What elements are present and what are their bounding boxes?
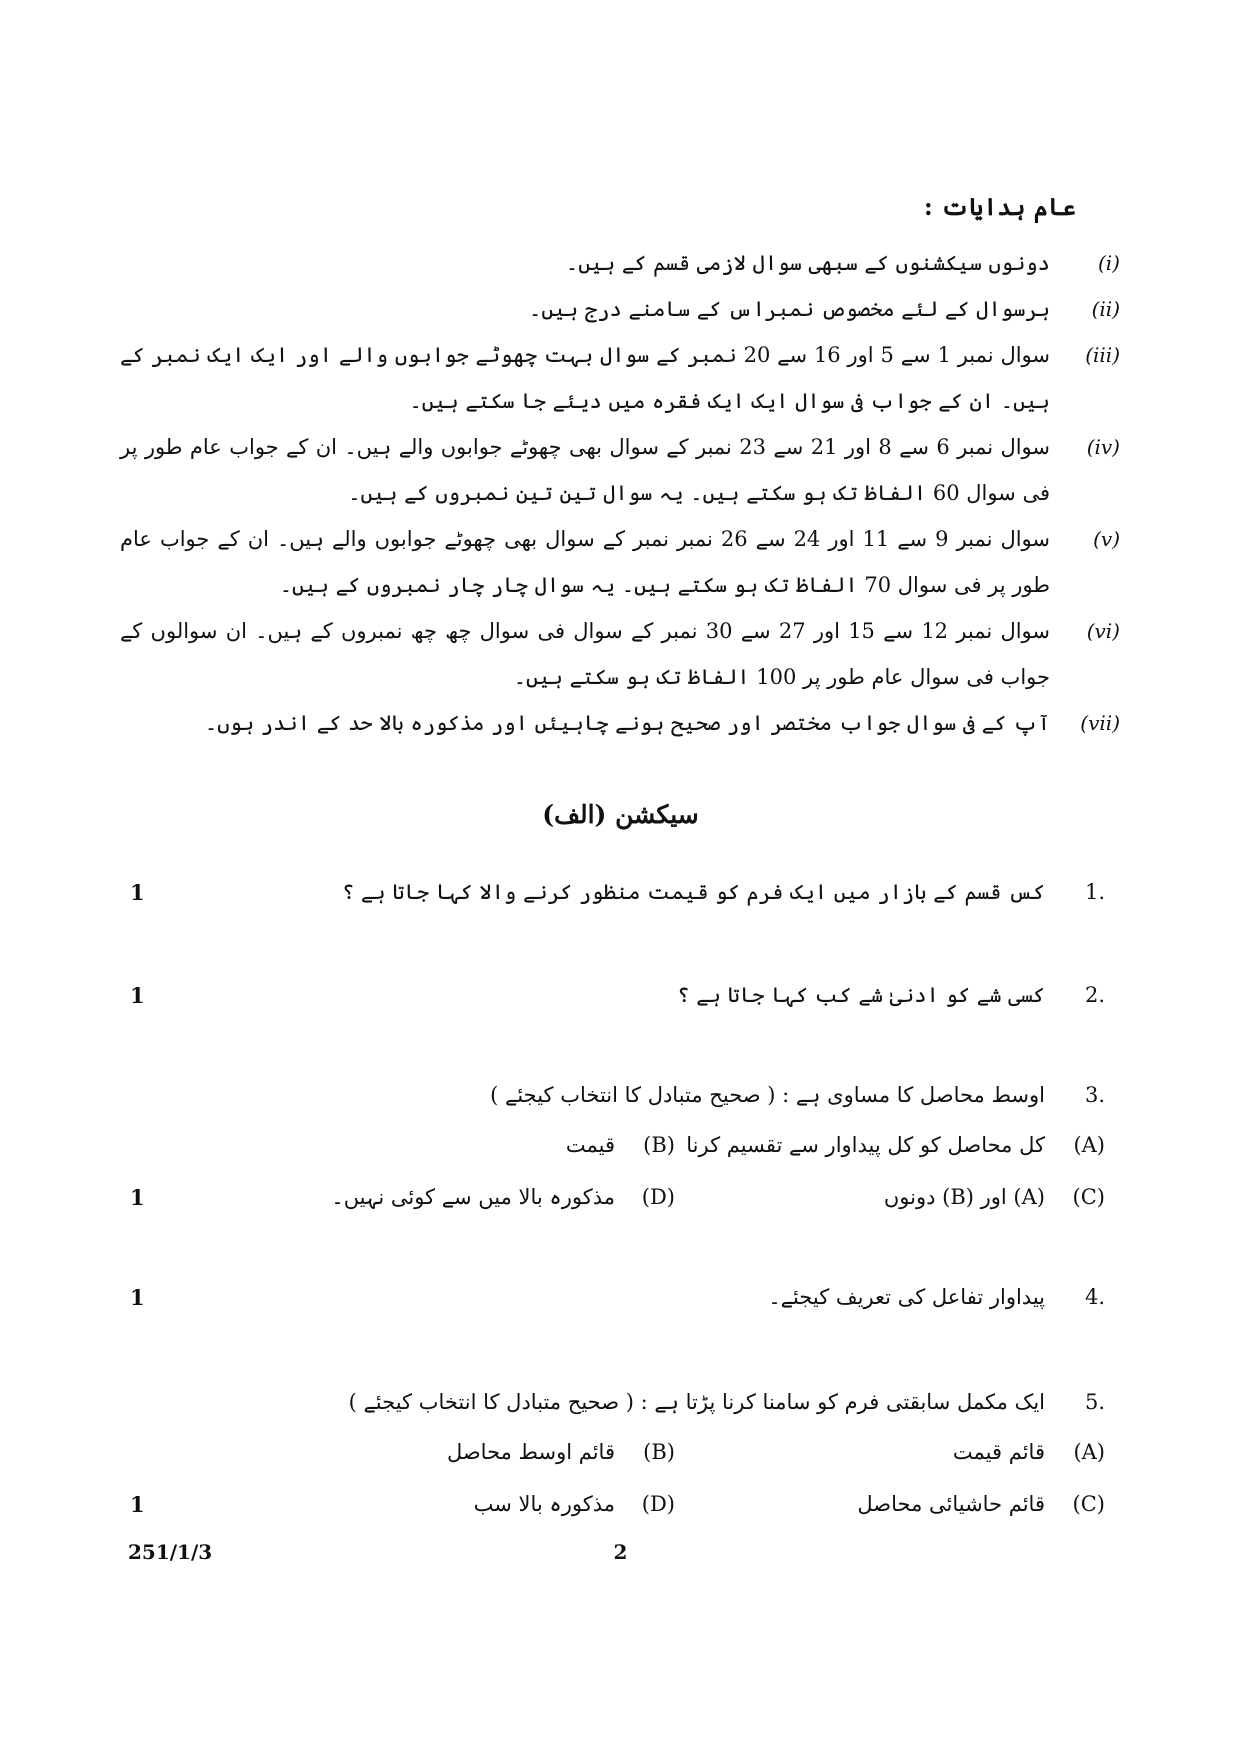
instruction-item [120,286,1120,332]
question-number: 5. [1084,1390,1105,1414]
paper-code: 251/1/3 [128,1540,213,1564]
option-row [120,1185,1105,1225]
option-text: کل محاصل کو کل پیداوار سے تقسیم کرنا [686,1133,1045,1157]
option-label: (B) [643,1440,675,1464]
question-5 [120,1390,1105,1532]
question-marks: 1 [130,1185,145,1210]
general-instructions-heading: عام ہدایات : [923,192,1076,221]
question-number: 4. [1084,1285,1105,1309]
question-text: کسی شے کو ادنیٰ شے کب کہا جاتا ہے ؟ [677,983,1045,1007]
instruction-item [120,240,1120,286]
instruction-text: سوال نمبر 1 سے 5 اور 16 سے 20 نمبر کے سوال بہت چھوٹے جوابوں والے اور ایک ایک نمبر کے ہیں۔ ان کے جواب فی سوال ایک ایک فقرہ میں دیئے جا سکتے ہیں۔ [120,343,1051,413]
question-row [120,880,1105,920]
instruction-text: سوال نمبر 9 سے 11 اور 24 سے 26 نمبر نمبر کے سوال بھی چھوٹے جوابوں والے ہیں۔ ان کے جواب عام طور پر فی سوال 70 الفاظ تک ہو سکتے ہیں۔ یہ سوال چار چار نمبروں کے ہیں۔ [120,527,1050,597]
question-number: 3. [1084,1083,1105,1107]
question-text: کس قسم کے بازار میں ایک فرم کو قیمت منظور کرنے والا کہا جاتا ہے ؟ [341,880,1045,904]
option-text: قائم اوسط محاصل [446,1440,615,1464]
instruction-number: (iii) [1085,343,1120,367]
instruction-text: آپ کے فی سوال جواب مختصر اور صحیح ہونے چاہیئں اور مذکورہ بالا حد کے اندر ہوں۔ [204,711,1050,735]
instruction-number: (vi) [1086,619,1120,643]
question-row [120,983,1105,1023]
instruction-item [120,608,1120,700]
instruction-item [120,516,1120,608]
option-text: قائم حاشیائی محاصل [857,1492,1045,1516]
page-number: 2 [613,1540,628,1564]
option-label: (D) [641,1492,675,1516]
option-row [120,1492,1105,1532]
instruction-number: (vii) [1080,711,1120,735]
option-text: مذکورہ بالا میں سے کوئی نہیں۔ [331,1185,615,1209]
question-2 [120,983,1105,1023]
instruction-text: سوال نمبر 6 سے 8 اور 21 سے 23 نمبر کے سوال بھی چھوٹے جوابوں والے ہیں۔ ان کے جواب عام طور پر فی سوال 60 الفاظ تک ہو سکتے ہیں۔ یہ سوال تین تین نمبروں کے ہیں۔ [120,435,1050,505]
question-text: اوسط محاصل کا مساوی ہے : ( صحیح متبادل کا انتخاب کیجئے ) [490,1083,1045,1107]
question-number: 1. [1084,880,1105,904]
instruction-item [120,700,1120,746]
option-label: (D) [641,1185,675,1209]
question-4 [120,1285,1105,1325]
question-row [120,1083,1105,1123]
option-text: قائم قیمت [952,1440,1045,1464]
option-text: قیمت [565,1133,615,1157]
option-label: (C) [1072,1492,1105,1516]
instruction-number: (i) [1097,251,1120,275]
option-row [120,1133,1105,1173]
instruction-text: ہرسوال کے لئے مخصوص نمبراس کے سامنے درج ہیں۔ [529,297,1050,321]
instruction-number: (iv) [1086,435,1120,459]
instruction-text: سوال نمبر 12 سے 15 اور 27 سے 30 نمبر کے سوال فی سوال چھ چھ نمبروں کے ہیں۔ ان سوالوں کے جواب فی سوال عام طور پر 100 الفاظ تک ہو سکتے ہیں۔ [120,619,1050,689]
instruction-number: (v) [1093,527,1120,551]
question-row [120,1390,1105,1430]
instruction-item [120,424,1120,516]
option-label: (B) [643,1133,675,1157]
question-marks: 1 [130,880,145,905]
instruction-item [120,332,1120,424]
question-marks: 1 [130,983,145,1008]
question-row [120,1285,1105,1325]
question-marks: 1 [130,1492,145,1517]
section-title: سیکشن (الف) [542,800,699,829]
question-text: ایک مکمل سابقتی فرم کو سامنا کرنا پڑتا ہے : ( صحیح متبادل کا انتخاب کیجئے ) [348,1390,1045,1414]
option-label: (A) [1073,1440,1105,1464]
instructions-list [120,240,1120,746]
option-text: مذکورہ بالا سب [473,1492,615,1516]
option-row [120,1440,1105,1480]
question-1 [120,880,1105,920]
option-label: (A) [1073,1133,1105,1157]
option-text: (A) اور (B) دونوں [883,1185,1045,1209]
instruction-text: دونوں سیکشنوں کے سبھی سوال لازمی قسم کے ہیں۔ [565,251,1050,275]
instruction-number: (ii) [1091,297,1120,321]
question-number: 2. [1084,983,1105,1007]
question-marks: 1 [130,1285,145,1310]
question-text: پیداوار تفاعل کی تعریف کیجئے۔ [768,1285,1045,1309]
option-label: (C) [1072,1185,1105,1209]
question-3 [120,1083,1105,1225]
